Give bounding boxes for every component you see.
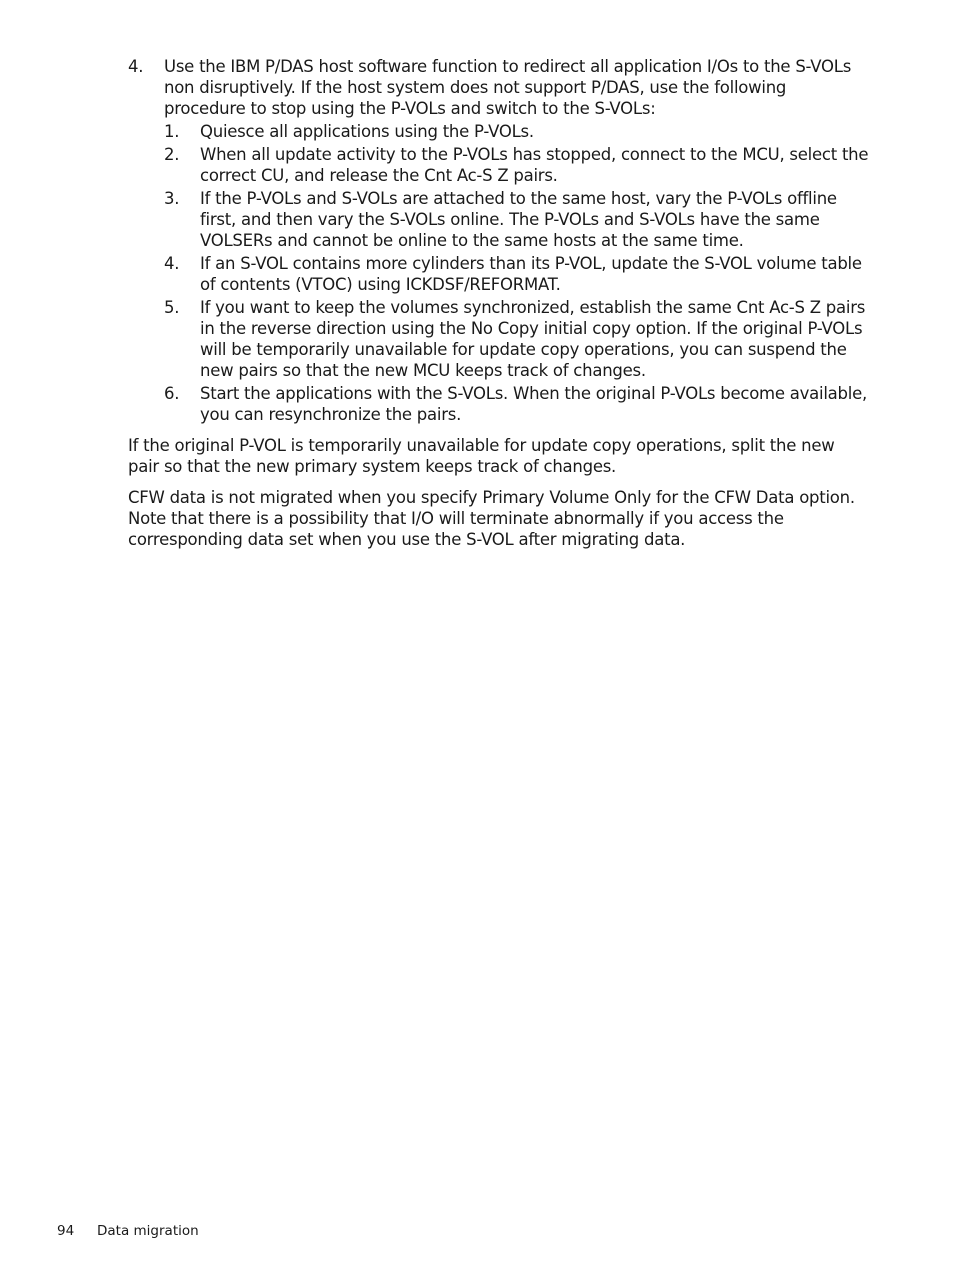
substep-2 bbox=[164, 144, 870, 186]
step-number: 4. bbox=[128, 57, 144, 76]
substep-number: 4. bbox=[164, 254, 180, 273]
substep-number: 3. bbox=[164, 189, 180, 208]
substep-text: Quiesce all applications using the P-VOLs. bbox=[200, 122, 534, 141]
substep-6 bbox=[164, 383, 870, 425]
step-text: Use the IBM P/DAS host software function to redirect all application I/Os to the S-VOLs non disruptively. If the host system does not support P/DAS, use the following procedure to stop using the P-VOLs and switch to the S-VOLs: bbox=[164, 57, 852, 118]
substep-text: If an S-VOL contains more cylinders than its P-VOL, update the S-VOL volume table of contents (VTOC) using ICKDSF/REFORMAT. bbox=[200, 254, 862, 294]
substep-number: 6. bbox=[164, 384, 180, 403]
substep-4 bbox=[164, 253, 870, 295]
substep-1 bbox=[164, 121, 870, 142]
paragraph-cfw-data: CFW data is not migrated when you specify Primary Volume Only for the CFW Data option. Note that there is a possibility that I/O will terminate abnormally if you access the corresponding data set when you use the S-VOL after migrating data. bbox=[128, 488, 855, 549]
substep-text: If the P-VOLs and S-VOLs are attached to the same host, vary the P-VOLs offline first, and then vary the S-VOLs online. The P-VOLs and S-VOLs have the same VOLSERs and cannot be online to the same hosts at the same time. bbox=[200, 189, 837, 250]
section-title: Data migration bbox=[97, 1223, 199, 1239]
substep-number: 5. bbox=[164, 298, 180, 317]
substep-3 bbox=[164, 188, 870, 251]
substep-number: 2. bbox=[164, 145, 180, 164]
page-footer bbox=[57, 1222, 199, 1240]
procedure-step-4 bbox=[128, 56, 870, 425]
page-number: 94 bbox=[57, 1223, 75, 1239]
step-body bbox=[164, 56, 870, 425]
substep-text: Start the applications with the S-VOLs. When the original P-VOLs become available, you can resynchronize the pairs. bbox=[200, 384, 867, 424]
document-body bbox=[128, 56, 870, 550]
substep-number: 1. bbox=[164, 122, 180, 141]
substep-5 bbox=[164, 297, 870, 381]
substep-text: When all update activity to the P-VOLs has stopped, connect to the MCU, select the correct CU, and release the Cnt Ac-S Z pairs. bbox=[200, 145, 869, 185]
paragraph-pvol-unavailable: If the original P-VOL is temporarily unavailable for update copy operations, split the new pair so that the new primary system keeps track of changes. bbox=[128, 436, 835, 476]
substep-text: If you want to keep the volumes synchronized, establish the same Cnt Ac-S Z pairs in the reverse direction using the No Copy initial copy option. If the original P-VOLs will be temporarily unavailable for update copy operations, you can suspend the new pairs so that the new MCU keeps track of changes. bbox=[200, 298, 866, 380]
